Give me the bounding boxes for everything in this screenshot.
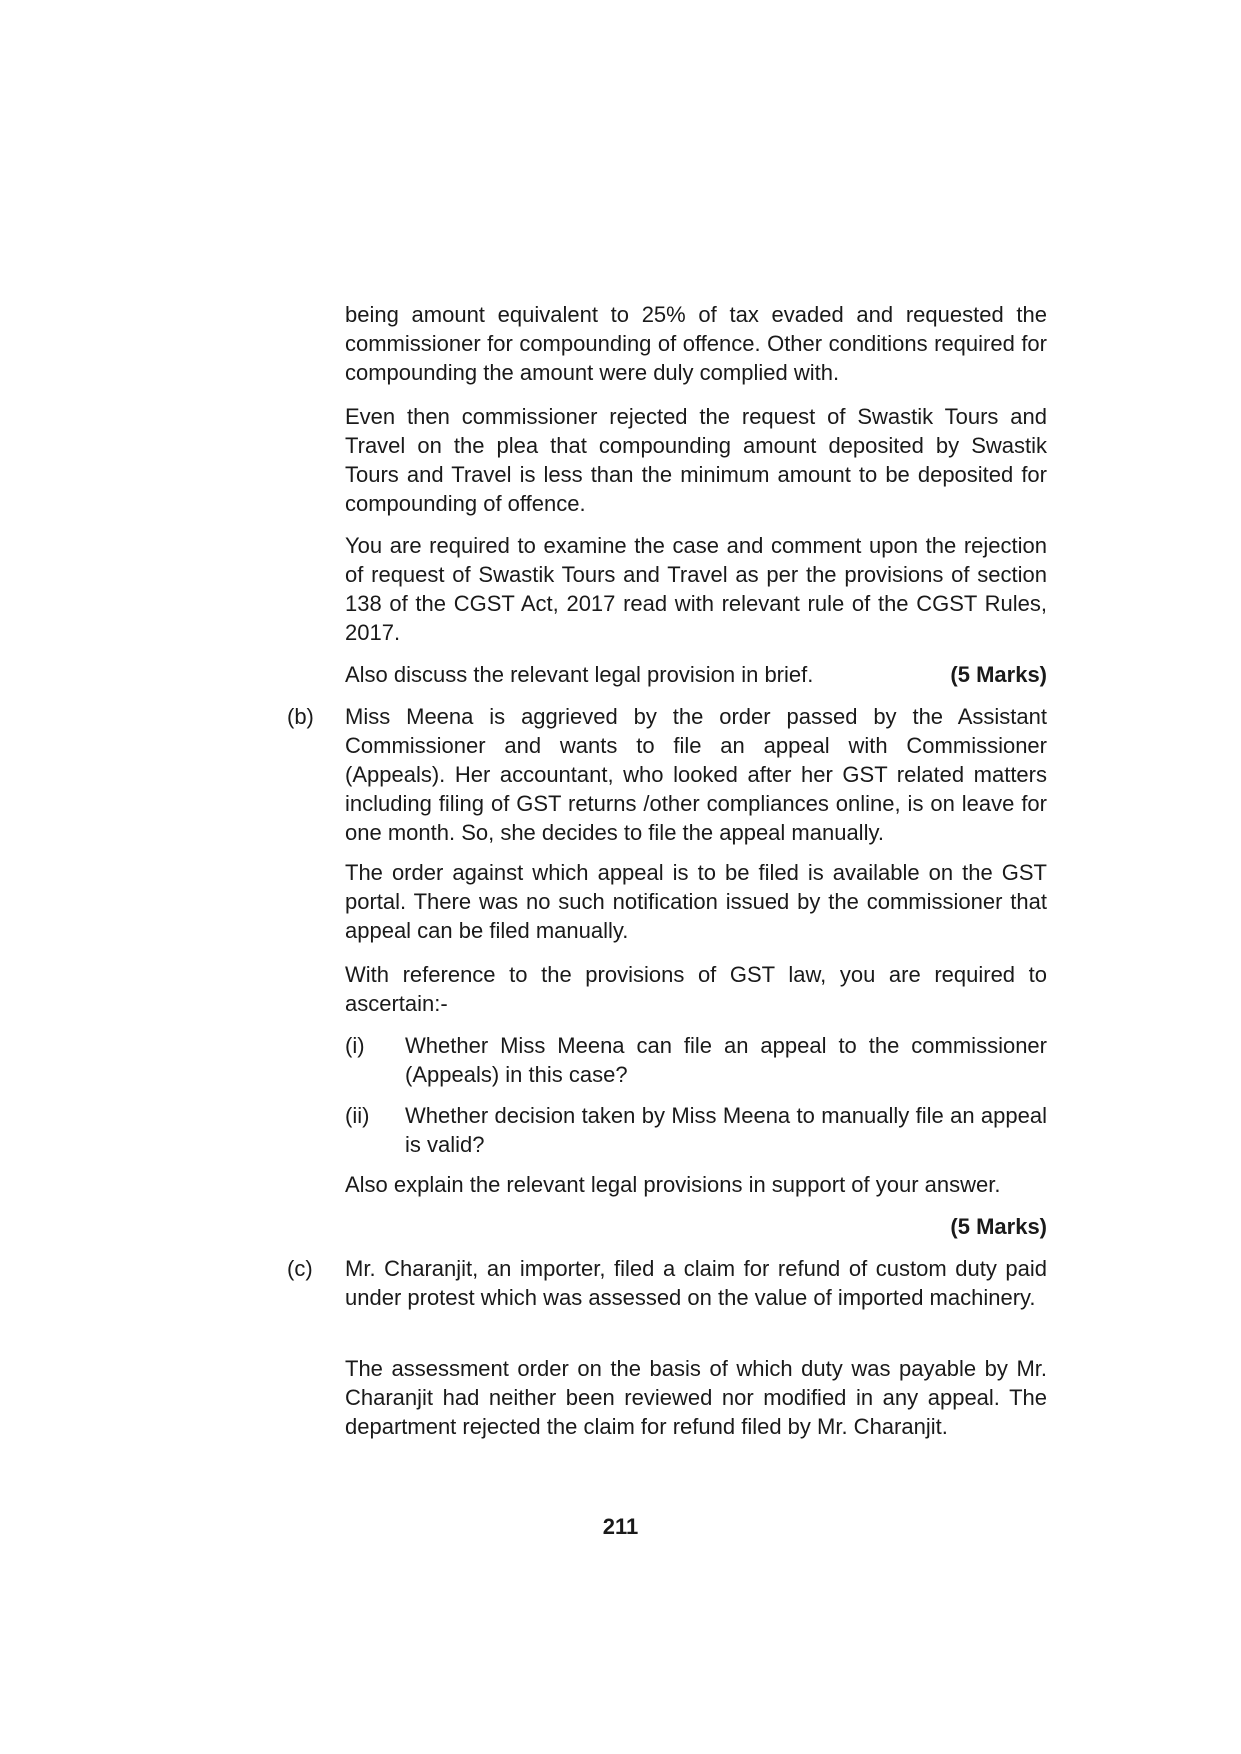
page-number: 211 <box>602 1514 639 1539</box>
marks-label-a: (5 Marks) <box>950 662 1047 687</box>
paragraph-examine-case: You are required to examine the case and comment upon the rejection of request of Swastik Tours and Travel as per the provisions of section 138 of the CGST Act, 2017 read with relevant rule of the CGST Rules, 2017. <box>345 533 1047 645</box>
marks-label-b: (5 Marks) <box>950 1214 1047 1239</box>
sub-question-text-i: Whether Miss Meena can file an appeal to the commissioner (Appeals) in this case? <box>405 1033 1047 1087</box>
sub-question-label-i: (i) <box>345 1033 365 1058</box>
paragraph-order-on-portal: The order against which appeal is to be filed is available on the GST portal. There was no such notification issued by the commissioner that appeal can be filed manually. <box>345 860 1047 943</box>
sub-question-text-ii: Whether decision taken by Miss Meena to manually file an appeal is valid? <box>405 1103 1047 1157</box>
paragraph-discuss-provision-row <box>345 660 1047 689</box>
paragraph-ascertain: With reference to the provisions of GST law, you are required to ascertain:- <box>345 962 1047 1016</box>
paragraph-miss-meena: Miss Meena is aggrieved by the order passed by the Assistant Commissioner and wants to file an appeal with Commissioner (Appeals). Her accountant, who looked after her GST related matters including filing of GST returns /other compliances online, is on leave for one month. So, she decides to file the appeal manually. <box>345 704 1047 845</box>
paragraph-charanjit-refund: Mr. Charanjit, an importer, filed a claim for refund of custom duty paid under protest which was assessed on the value of imported machinery. <box>345 1256 1047 1310</box>
paragraph-assessment-order: The assessment order on the basis of which duty was payable by Mr. Charanjit had neither been reviewed nor modified in any appeal. The department rejected the claim for refund filed by Mr. Charanjit. <box>345 1356 1047 1439</box>
paragraph-commissioner-rejection: Even then commissioner rejected the request of Swastik Tours and Travel on the plea that compounding amount deposited by Swastik Tours and Travel is less than the minimum amount to be deposited for compounding of offence. <box>345 404 1047 516</box>
paragraph-discuss-provision: Also discuss the relevant legal provision in brief. <box>345 662 814 687</box>
paragraph-explain-provisions: Also explain the relevant legal provisions in support of your answer. <box>345 1172 1001 1197</box>
question-label-b: (b) <box>287 704 314 729</box>
question-label-c: (c) <box>287 1256 313 1281</box>
sub-question-label-ii: (ii) <box>345 1103 370 1128</box>
paragraph-compounding-amount: being amount equivalent to 25% of tax evaded and requested the commissioner for compounding of offence. Other conditions required for compounding the amount were duly complied with. <box>345 302 1047 385</box>
